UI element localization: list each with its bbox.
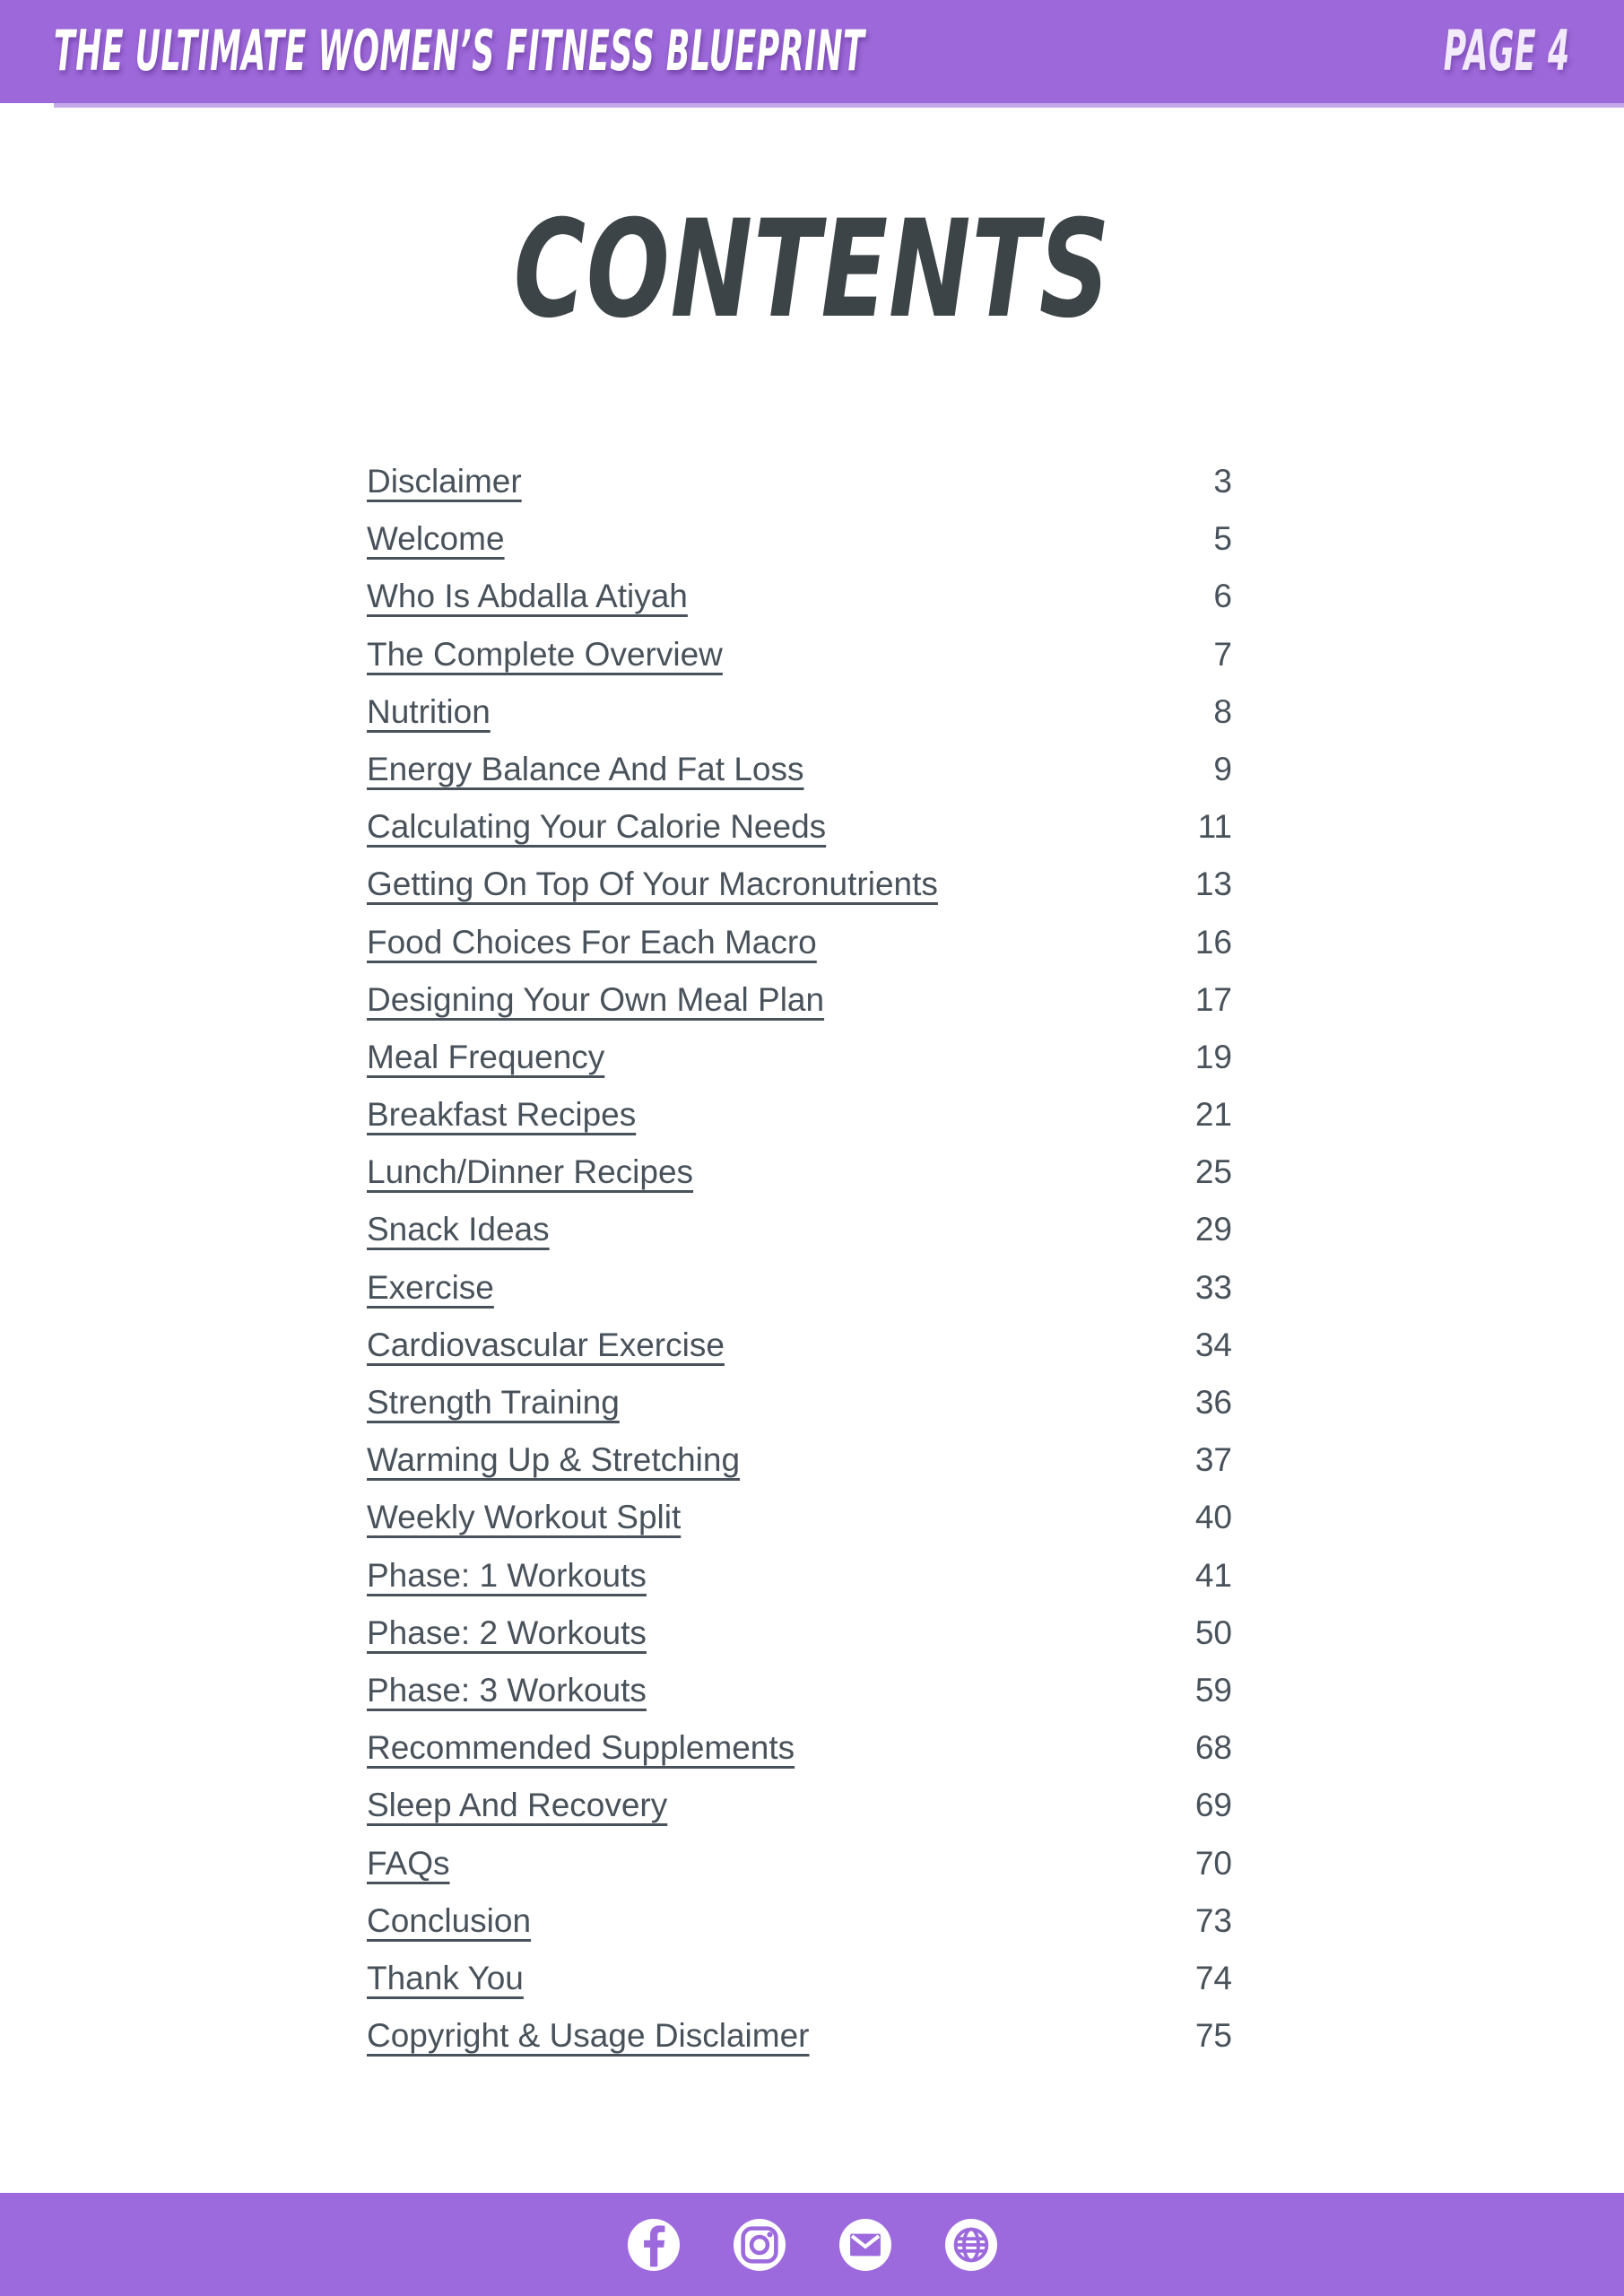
toc-page-number: 34 xyxy=(1194,1326,1232,1363)
toc-entry-link[interactable]: Getting On Top Of Your Macronutrients xyxy=(367,865,938,903)
toc-page-number: 25 xyxy=(1194,1153,1232,1191)
toc-page-number: 5 xyxy=(1213,520,1232,558)
toc-row xyxy=(367,1267,1232,1325)
toc-row xyxy=(367,1900,1232,1958)
toc-entry-link[interactable]: Energy Balance And Fat Loss xyxy=(367,750,804,787)
toc-entry-link[interactable]: Phase: 3 Workouts xyxy=(367,1671,647,1709)
toc-row xyxy=(367,1613,1232,1670)
footer-bar xyxy=(0,2193,1624,2296)
toc-page-number: 69 xyxy=(1194,1787,1232,1824)
toc-page-number: 21 xyxy=(1194,1096,1232,1134)
toc-row xyxy=(367,1785,1232,1842)
toc-page-number: 75 xyxy=(1194,2017,1232,2055)
toc-entry-link[interactable]: Nutrition xyxy=(367,692,491,730)
toc-page-number: 9 xyxy=(1213,750,1232,787)
toc-row xyxy=(367,1094,1232,1152)
toc-page-number: 40 xyxy=(1194,1499,1232,1536)
toc-row xyxy=(367,1555,1232,1613)
toc-page-number: 6 xyxy=(1213,578,1232,615)
toc-entry-link[interactable]: Welcome xyxy=(367,520,505,558)
toc-entry-link[interactable]: Designing Your Own Meal Plan xyxy=(367,980,825,1018)
toc-row xyxy=(367,1497,1232,1554)
toc-page-number: 3 xyxy=(1213,463,1232,500)
toc-entry-link[interactable]: Conclusion xyxy=(367,1901,532,1939)
header-edge-strip xyxy=(54,103,1624,108)
toc-page-number: 16 xyxy=(1194,923,1232,961)
toc-entry-link[interactable]: Recommended Supplements xyxy=(367,1729,795,1767)
toc-page-number: 73 xyxy=(1194,1901,1232,1939)
toc-row xyxy=(367,518,1232,576)
globe-icon[interactable] xyxy=(945,2219,997,2271)
toc-row xyxy=(367,1670,1232,1727)
toc-list xyxy=(367,461,1232,2073)
toc-entry-link[interactable]: Sleep And Recovery xyxy=(367,1787,668,1824)
toc-row xyxy=(367,1843,1232,1900)
toc-row xyxy=(367,576,1232,633)
toc-row xyxy=(367,691,1232,749)
toc-entry-link[interactable]: Cardiovascular Exercise xyxy=(367,1326,725,1363)
toc-entry-link[interactable]: Breakfast Recipes xyxy=(367,1096,637,1134)
toc-page-number: 59 xyxy=(1194,1671,1232,1709)
toc-page-number: 50 xyxy=(1194,1613,1232,1651)
toc-row xyxy=(367,1037,1232,1094)
email-icon[interactable] xyxy=(839,2219,891,2271)
toc-entry-link[interactable]: Calculating Your Calorie Needs xyxy=(367,808,827,846)
toc-row xyxy=(367,922,1232,979)
toc-entry-link[interactable]: Phase: 2 Workouts xyxy=(367,1613,647,1651)
toc-row xyxy=(367,1382,1232,1439)
ebook-title: THE ULTIMATE WOMEN’S FITNESS BLUEPRINT xyxy=(54,17,865,83)
toc-page-number: 7 xyxy=(1213,635,1232,673)
toc-page-number: 11 xyxy=(1197,808,1232,846)
toc-entry-link[interactable]: Who Is Abdalla Atiyah xyxy=(367,578,688,615)
toc-entry-link[interactable]: Copyright & Usage Disclaimer xyxy=(367,2017,810,2055)
contents-heading: CONTENTS xyxy=(513,192,1111,348)
toc-page-number: 17 xyxy=(1194,980,1232,1018)
toc-entry-link[interactable]: FAQs xyxy=(367,1844,450,1882)
toc-row xyxy=(367,1958,1232,2015)
toc-entry-link[interactable]: Disclaimer xyxy=(367,463,522,500)
toc-row xyxy=(367,1325,1232,1382)
toc-page-number: 37 xyxy=(1194,1441,1232,1479)
facebook-icon[interactable] xyxy=(628,2219,680,2271)
toc-row xyxy=(367,1152,1232,1209)
toc-page-number: 70 xyxy=(1194,1844,1232,1882)
toc-page-number: 19 xyxy=(1194,1038,1232,1075)
toc-row xyxy=(367,2015,1232,2073)
toc-page-number: 29 xyxy=(1194,1211,1232,1248)
toc-row xyxy=(367,979,1232,1037)
toc-entry-link[interactable]: Exercise xyxy=(367,1268,494,1306)
toc-entry-link[interactable]: Food Choices For Each Macro xyxy=(367,923,817,961)
toc-entry-link[interactable]: Warming Up & Stretching xyxy=(367,1441,741,1479)
toc-entry-link[interactable]: Meal Frequency xyxy=(367,1038,605,1075)
toc-entry-link[interactable]: Weekly Workout Split xyxy=(367,1499,682,1536)
toc-row xyxy=(367,1727,1232,1785)
toc-row xyxy=(367,1209,1232,1266)
toc-entry-link[interactable]: Thank You xyxy=(367,1959,524,1996)
toc-page-number: 33 xyxy=(1194,1268,1232,1306)
toc-page-number: 36 xyxy=(1194,1384,1232,1421)
toc-page-number: 8 xyxy=(1213,692,1232,730)
toc-row xyxy=(367,1439,1232,1497)
toc-row xyxy=(367,634,1232,691)
toc-row xyxy=(367,749,1232,806)
toc-entry-link[interactable]: The Complete Overview xyxy=(367,635,723,673)
toc-entry-link[interactable]: Strength Training xyxy=(367,1384,620,1421)
page-number-label: PAGE 4 xyxy=(1444,17,1570,83)
toc-entry-link[interactable]: Lunch/Dinner Recipes xyxy=(367,1153,694,1191)
toc-row xyxy=(367,461,1232,518)
toc-page-number: 41 xyxy=(1194,1556,1232,1594)
toc-page-number: 74 xyxy=(1194,1959,1232,1996)
toc-row xyxy=(367,806,1232,864)
toc-row xyxy=(367,864,1232,921)
toc-page-number: 68 xyxy=(1194,1729,1232,1767)
toc-entry-link[interactable]: Snack Ideas xyxy=(367,1211,550,1248)
toc-page-number: 13 xyxy=(1194,865,1232,903)
header-bar xyxy=(0,0,1624,103)
toc-entry-link[interactable]: Phase: 1 Workouts xyxy=(367,1556,647,1594)
instagram-icon[interactable] xyxy=(734,2219,786,2271)
